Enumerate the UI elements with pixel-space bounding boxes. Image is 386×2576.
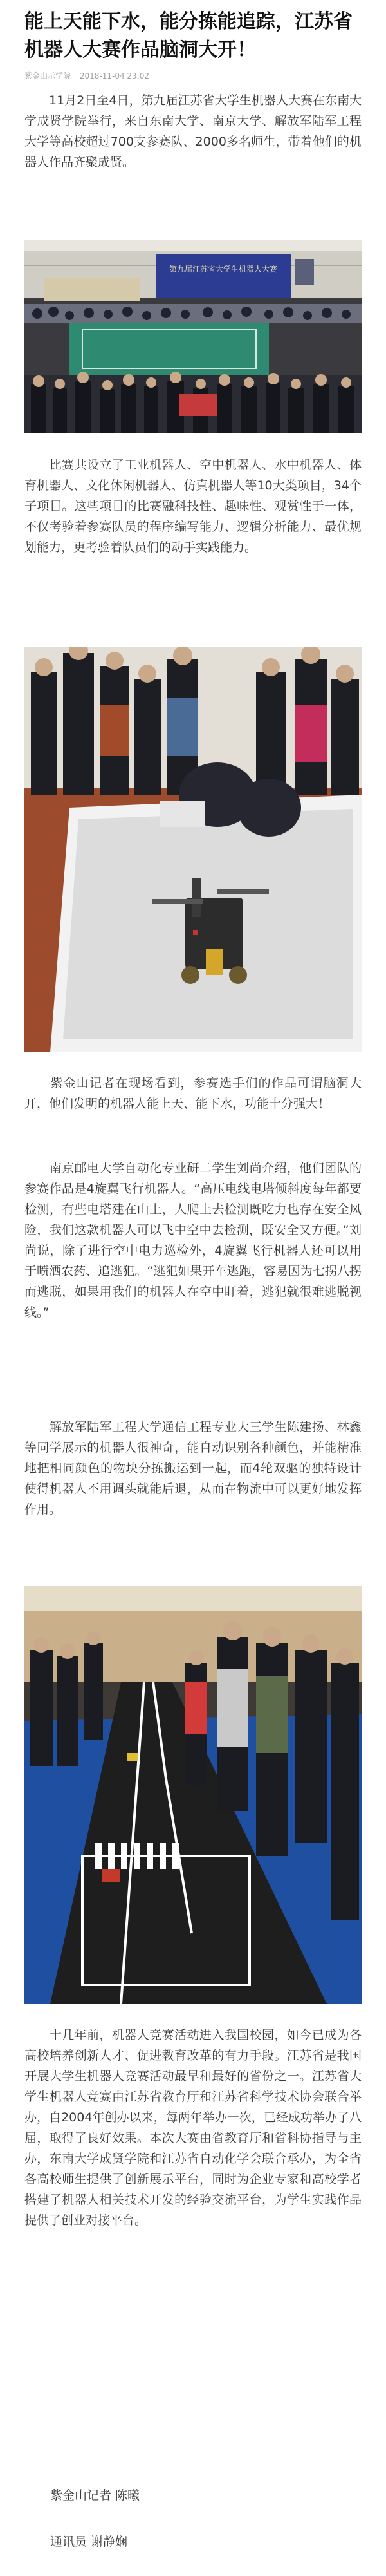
paragraph-intro: 11月2日至4日，第九届江苏省大学生机器人大赛在东南大学成贤学院举行，来自东南大学、南京大学、解放军陆军工程大学等高校超过700支参赛队、2000多名师生，带着他们的机器人作品齐聚成贤。	[24, 93, 362, 169]
paragraph-history: 十几年前，机器人竞赛活动进入我国校园，如今已成为各高校培养创新人才、促进教育改革的有力手段。江苏省是我国开展大学生机器人竞赛活动最早和最好的省份之一。江苏省大学生机器人竞赛由江苏省教育厅和江苏省科学技术协会联合举办，自2004年创办以来，每两年举办一次，已经成功举办了八届，取得了良好效果。本次大赛由省教育厅和省科协指导与主办，东南大学成贤学院和江苏省自动化学会联合承办，为全省各高校师生提供了创新展示平台，同时为企业专家和高校学者搭建了机器人相关技术开发的经验交流平台，为学生实践作品提供了创业对接平台。	[24, 2028, 362, 2228]
venue-hall-image	[24, 240, 362, 433]
robot-field-image	[24, 647, 362, 1052]
article-date: 2018-11-04 23:02	[79, 71, 149, 80]
track-competition-image	[24, 1586, 362, 2004]
paragraph-sorting-robot: 解放军陆军工程大学通信工程专业大三学生陈建扬、林鑫等同学展示的机器人很神奇，能自动识别各种颜色，并能精准地把相同颜色的物块分拣搬运到一起，而4轮双驱的独特设计使得机器人不用调头就能后退，从而在物流中可以更好地发挥作用。	[24, 1420, 362, 1517]
article-meta	[24, 71, 365, 81]
article-title: 能上天能下水，能分拣能追踪，江苏省机器人大赛作品脑洞大开！	[24, 10, 353, 61]
correspondent-signature: 通讯员 谢静娴	[50, 2535, 128, 2549]
article-source[interactable]: 紫金山示学院	[24, 71, 71, 80]
paragraph-events: 比赛共设立了工业机器人、空中机器人、水中机器人、体育机器人、文化休闲机器人、仿真机器人等10大类项目，34个子项目。这些项目的比赛融科技性、趣味性、观赏性于一体，不仅考验着参赛队员的程序编写能力、逻辑分析能力、最优规划能力，更考验着队员们的动手实践能力。	[24, 458, 362, 554]
photo-robot-field	[24, 647, 362, 1052]
photo-track-competition	[24, 1586, 362, 2004]
venue-banner	[156, 254, 291, 298]
venue-banner-text: 第九届江苏省大学生机器人大赛	[169, 265, 278, 274]
photo-venue-hall	[24, 240, 362, 433]
paragraph-observation: 紫金山记者在现场看到，参赛选手们的作品可谓脑洞大开，他们发明的机器人能上天、能下水，功能十分强大！	[24, 1076, 362, 1111]
reporter-signature: 紫金山记者 陈曦	[50, 2488, 140, 2503]
paragraph-quadcopter: 南京邮电大学自动化专业研二学生刘尚介绍，他们团队的参赛作品是4旋翼飞行机器人。“高压电线电塔倾斜度每年都要检测，有些电塔建在山上，人爬上去检测既吃力也存在安全风险，我们这款机器人可以飞中空中去检测，既安全又方便。”刘尚说，除了进行空中电力巡检外，4旋翼飞行机器人还可以用于喷洒农药、追逃犯。“逃犯如果开车逃跑，容易因为七拐八拐而逃脱，如果用我们的机器人在空中盯着，逃犯就很难逃脱视线。”	[24, 1161, 362, 1320]
